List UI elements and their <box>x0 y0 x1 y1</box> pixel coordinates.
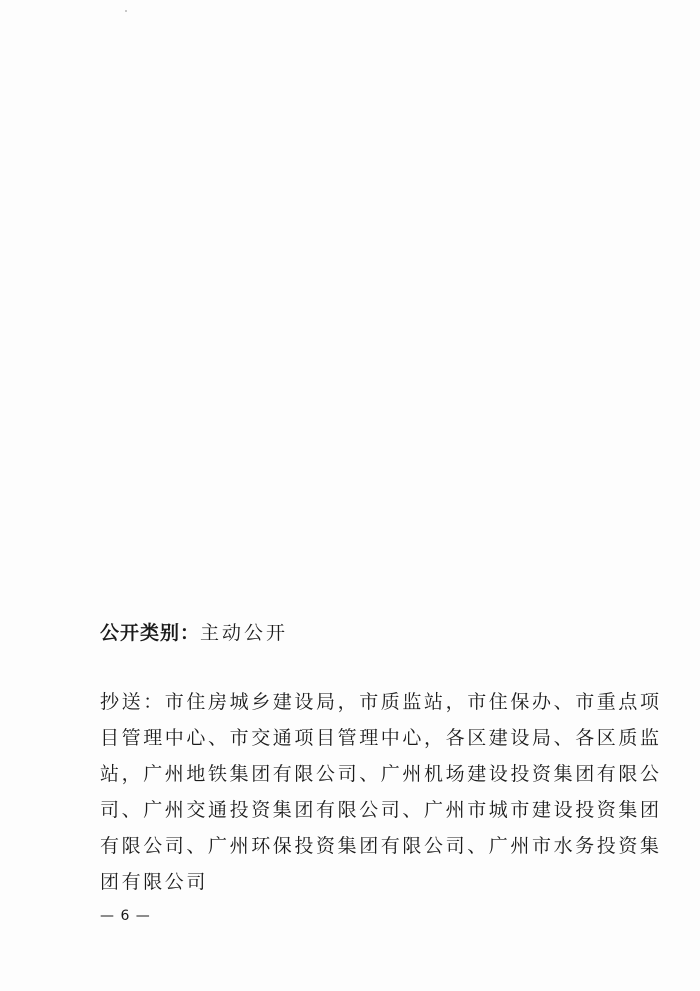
disclosure-label: 公开类别： <box>100 622 201 644</box>
disclosure-category <box>100 620 288 646</box>
disclosure-value: 主动公开 <box>200 622 289 644</box>
cc-line: 站，广州地铁集团有限公司、广州机场建设投资集团有限公 <box>100 763 662 785</box>
cc-line: 有限公司、广州环保投资集团有限公司、广州市水务投资集 <box>100 835 662 857</box>
cc-line: 司、广州交通投资集团有限公司、广州市城市建设投资集团 <box>100 799 662 821</box>
scan-speck <box>125 10 127 12</box>
cc-line: 目管理中心、市交通项目管理中心，各区建设局、各区质监 <box>100 727 662 749</box>
cc-distribution-list <box>100 684 662 900</box>
cc-line: 团有限公司 <box>100 871 209 893</box>
cc-line: 抄送：市住房城乡建设局，市质监站，市住保办、市重点项 <box>100 691 662 713</box>
page-number: — 6 — <box>100 908 151 924</box>
